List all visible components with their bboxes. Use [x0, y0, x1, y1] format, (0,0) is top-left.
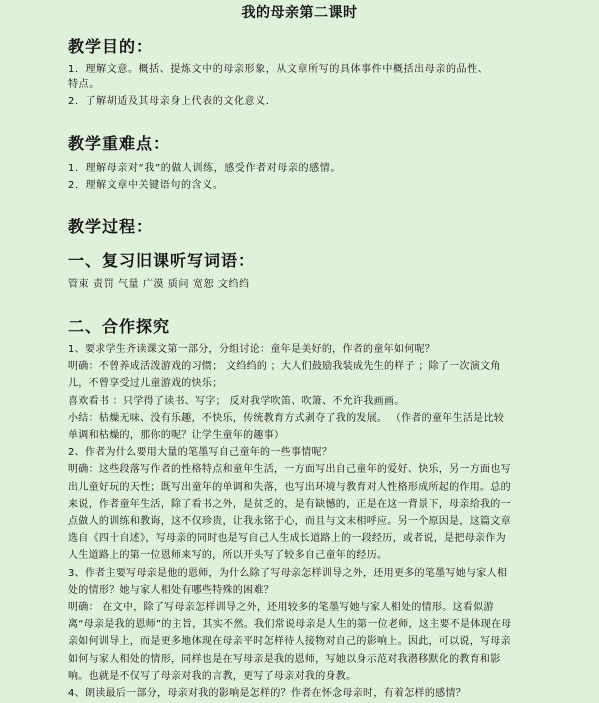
answer-3: 明确： 在文中，除了写母亲怎样训导之外，还用较多的笔墨写她与家人相处的情形。这看似游离“母亲是我的恩师”的主旨，其实不然。我们常说母亲是人生的第一位老师，这主要不是体现在母亲如何训导上，而是更多地体现在母亲平时怎样待人接物对自己的影响上。因此，可以说，写母亲如何与家人相处的情形，同样也是在写母亲是我的恩师，写她以身示范对我潜移默化的教育和影响。也就是不仅写了母亲对我的言教，更写了母亲对我的身教。 — [68, 602, 512, 682]
section1-heading: 一、复习旧课听写词语： — [68, 251, 256, 270]
question-3: 3、作者主要写母亲是他的恩师，为什么除了写母亲怎样训导之外，还用更多的笔墨写她与家人相处的情形？她与家人相处有哪些特殊的困难？ — [68, 567, 508, 596]
key-point-item-2: 2．理解文章中关键语句的含义。 — [68, 180, 224, 191]
question-4: 4、朗读最后一部分，母亲对我的影响是怎样的？作者在怀念母亲时，有着怎样的感情？ — [68, 688, 467, 700]
section2-heading: 二、合作探究 — [68, 317, 171, 336]
summary-1: 小结：枯燥无味、没有乐趣，不快乐，传统教育方式剥夺了我的发展。 （作者的童年生活是比较单调和枯燥的，那你的呢？让学生童年的趣事） — [68, 412, 505, 442]
answer-1: 明确：不曾养成活泼游戏的习惯； 文绉绉的 ；大人们鼓励我装成先生的样子 ；除了一次演文角儿，不曾享受过儿童游戏的快乐； — [68, 361, 501, 390]
question-1: 1、要求学生齐读课文第一部分，分组讨论：童年是美好的，作者的童年如何呢？ — [68, 344, 436, 355]
document-title: 我的母亲第二课时 — [241, 5, 358, 21]
answer-2: 明确：这些段落写作者的性格特点和童年生活，一方面写出自己童年的爱好、快乐，另一方面也写出儿童好玩的天性；既写出童年的单调和失落，也写出环境与教育对人性格形成所起的作用。总的来说，作者童年生活，除了看书之外，是贫乏的，是有缺憾的，正是在这一背景下，母亲给我的一点做人的训练和教诲，这不仅珍贵，让我永铭于心，而且与文末相呼应。另一个原因是，这篇文章选自《四十自述》，写母亲的同时也是写自己人生成长道路上的一段经历，或者说，是把母亲作为人生道路上的第一位恩师来写的，所以开头写了较多自己童年的经历。 — [68, 464, 511, 562]
vocabulary-words: 管束 责罚 气量 广漠 质问 宽恕 文绉绉 — [68, 279, 250, 290]
section2-body — [68, 341, 514, 702]
objective-item-1: 1．理解文意。概括、提炼文中的母亲形象，从文章所写的具体事件中概括出母亲的品性、 — [68, 64, 489, 75]
process-heading: 教学过程： — [68, 217, 154, 236]
key-points-heading: 教学重难点： — [68, 134, 171, 153]
objective-item-2: 2．了解胡适及其母亲身上代表的文化意义． — [68, 96, 277, 107]
key-point-item-1: 1．理解母亲对“我”的做人训练，感受作者对母亲的感情。 — [68, 163, 341, 174]
objectives-heading: 教学目的： — [68, 37, 154, 56]
answer-1-hobby: 喜欢看书 ：只学得了读书、写字； 反对我学吹笛、吹箫、不允许我画画。 — [68, 395, 405, 407]
question-2: 2、作者为什么要用大量的笔墨写自己童年的一些事情呢？ — [68, 447, 333, 459]
objective-item-1-cont: 特点。 — [68, 79, 100, 90]
